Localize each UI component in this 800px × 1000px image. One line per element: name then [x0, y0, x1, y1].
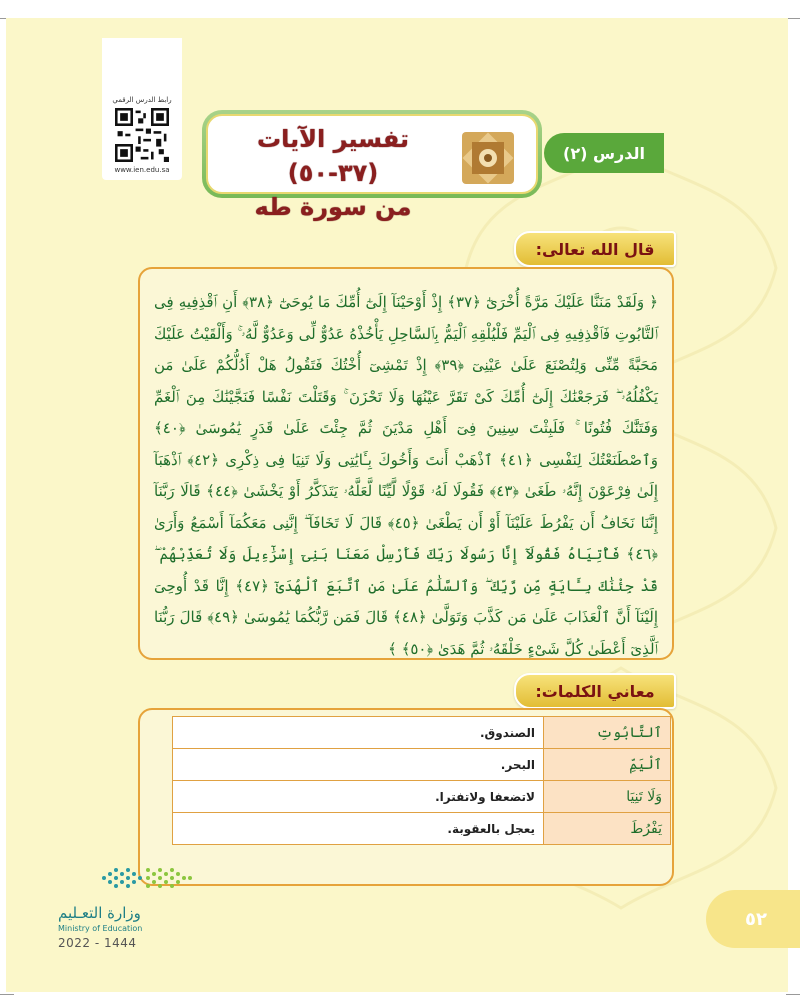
ministry-name-arabic: وزارة التعـليم [58, 904, 141, 922]
crop-mark [0, 994, 14, 995]
vocabulary-word: يَفْرُطَ [544, 813, 671, 845]
islamic-star-icon [458, 128, 518, 188]
lesson-badge: الدرس (٢) [544, 133, 664, 173]
vocabulary-meaning: الصندوق. [173, 717, 544, 749]
ministry-name-english: Ministry of Education [58, 924, 143, 933]
page-number: ٥٢ [706, 890, 800, 948]
vocabulary-row [173, 781, 671, 813]
vocabulary-heading: معاني الكلمات: [514, 673, 676, 709]
qr-url[interactable]: www.ien.edu.sa [114, 166, 170, 174]
vocabulary-word: ٱلتَّابُوتِ [544, 717, 671, 749]
vocabulary-meaning: البحر. [173, 749, 544, 781]
qr-card [102, 38, 182, 180]
crop-mark [786, 994, 800, 995]
vocabulary-word: وَلَا تَنِيَا [544, 781, 671, 813]
vocabulary-table [172, 716, 671, 845]
vocabulary-word: ٱلْيَمِّ [544, 749, 671, 781]
crop-mark [786, 18, 800, 19]
vocabulary-meaning: يعجل بالعقوبة. [173, 813, 544, 845]
vocabulary-row [173, 749, 671, 781]
quran-verses: ﴿ وَلَقَدْ مَنَنَّا عَلَيْكَ مَرَّةً أُخْرَىٰٓ ﴿٣٧﴾ إِذْ أَوْحَيْنَآ إِلَىٰٓ أُمِّكَ مَا يُوحَىٰٓ ﴿٣٨﴾ أَنِ ٱقْذِفِيهِ فِى ٱلتَّابُوتِ فَٱقْذِفِيهِ فِى ٱلْيَمِّ فَلْيُلْقِهِ ٱلْيَمُّ بِٱلسَّاحِلِ يَأْخُذْهُ عَدُوٌّ لِّى وَعَدُوٌّ لَّهُۥ ۚ وَأَلْقَيْتُ عَلَيْكَ مَحَبَّةً مِّنِّى وَلِتُصْنَعَ عَلَىٰ عَيْنِىٓ ﴿٣٩﴾ إِذْ تَمْشِىٓ أُخْتُكَ فَتَقُولُ هَلْ أَدُلُّكُمْ عَلَىٰ مَن يَكْفُلُهُۥ ۖ فَرَجَعْنَٰكَ إِلَىٰٓ أُمِّكَ كَىْ تَقَرَّ عَيْنُهَا وَلَا تَحْزَنَ ۚ وَقَتَلْتَ نَفْسًا فَنَجَّيْنَٰكَ مِنَ ٱلْغَمِّ وَفَتَنَّٰكَ فُتُونًا ۚ فَلَبِثْتَ سِنِينَ فِىٓ أَهْلِ مَدْيَنَ ثُمَّ جِئْتَ عَلَىٰ قَدَرٍ يَٰمُوسَىٰ ﴿٤٠﴾ وَٱصْطَنَعْتُكَ لِنَفْسِى ﴿٤١﴾ ٱذْهَبْ أَنتَ وَأَخُوكَ بِـَٔايَٰتِى وَلَا تَنِيَا فِى ذِكْرِى ﴿٤٢﴾ ٱذْهَبَآ إِلَىٰ فِرْعَوْنَ إِنَّهُۥ طَغَىٰ ﴿٤٣﴾ فَقُولَا لَهُۥ قَوْلًا لَّيِّنًا لَّعَلَّهُۥ يَتَذَكَّرُ أَوْ يَخْشَىٰ ﴿٤٤﴾ قَالَا رَبَّنَآ إِنَّنَا نَخَافُ أَن يَفْرُطَ عَلَيْنَآ أَوْ أَن يَطْغَىٰ ﴿٤٥﴾ قَالَ لَا تَخَافَآ ۖ إِنَّنِى مَعَكُمَآ أَسْمَعُ وَأَرَىٰ ﴿٤٦﴾ فَأْتِيَاهُ فَقُولَآ إِنَّا رَسُولَا رَبِّكَ فَأَرْسِلْ مَعَنَا بَنِىٓ إِسْرَٰٓءِيلَ وَلَا تُعَذِّبْهُمْ ۖ قَدْ جِئْنَٰكَ بِـَٔايَةٍ مِّن رَّبِّكَ ۖ وَٱلسَّلَٰمُ عَلَىٰ مَنِ ٱتَّبَعَ ٱلْهُدَىٰٓ ﴿٤٧﴾ إِنَّا قَدْ أُوحِىَ إِلَيْنَآ أَنَّ ٱلْعَذَابَ عَلَىٰ مَن كَذَّبَ وَتَوَلَّىٰ ﴿٤٨﴾ قَالَ فَمَن رَّبُّكُمَا يَٰمُوسَىٰ ﴿٤٩﴾ قَالَ رَبُّنَا ٱلَّذِىٓ أَعْطَىٰ كُلَّ شَىْءٍ خَلْقَهُۥ ثُمَّ هَدَىٰ ﴿٥٠﴾ ﴾ [154, 293, 659, 658]
verses-frame [138, 267, 674, 660]
ministry-logo [58, 864, 208, 954]
vocabulary-row [173, 717, 671, 749]
verses-heading: قال الله تعالى: [514, 231, 676, 267]
vocabulary-row [173, 813, 671, 845]
textbook-page [6, 18, 788, 992]
lesson-title [218, 122, 448, 224]
lesson-title-line2: من سورة طه [254, 193, 412, 221]
qr-code[interactable] [115, 108, 169, 162]
ministry-logo-icon [100, 864, 194, 892]
edition-year: 2022 - 1444 [58, 936, 137, 950]
lesson-title-line1: تفسير الآيات (٣٧-٥٠) [256, 125, 410, 187]
vocabulary-meaning: لاتضعفا ولاتفترا. [173, 781, 544, 813]
qr-title: رابط الدرس الرقمي [112, 96, 172, 104]
lesson-title-box [202, 110, 542, 221]
